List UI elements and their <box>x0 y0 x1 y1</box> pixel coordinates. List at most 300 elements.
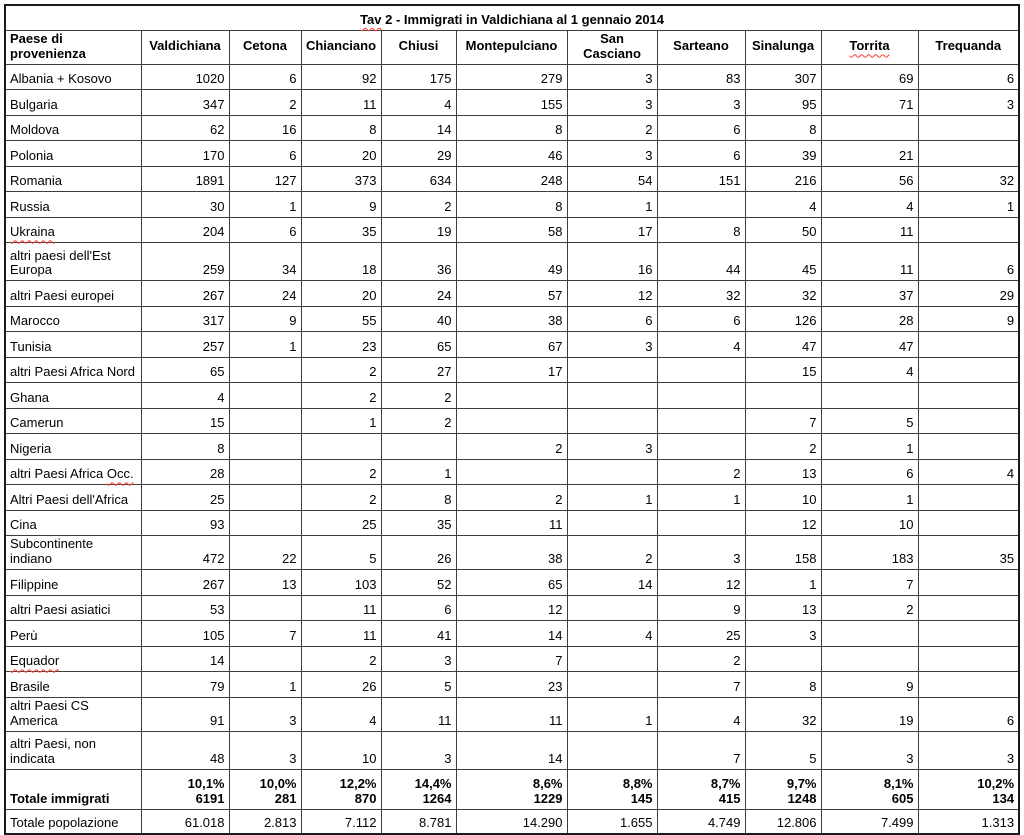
value-cell: 1 <box>229 332 301 358</box>
value-cell: 3 <box>229 731 301 769</box>
value-cell <box>456 459 567 485</box>
value-cell: 4 <box>381 90 456 116</box>
totale-value: 1248 <box>787 790 817 806</box>
country-label: Bulgaria <box>10 96 58 112</box>
value-cell <box>918 408 1019 434</box>
value-cell: 29 <box>918 281 1019 307</box>
table-row <box>5 408 1019 434</box>
value-cell: 634 <box>381 166 456 192</box>
value-cell: 11 <box>301 595 381 621</box>
value-cell: 12 <box>657 570 745 596</box>
value-cell: 71 <box>821 90 918 116</box>
value-cell: 20 <box>301 281 381 307</box>
value-cell: 7 <box>821 570 918 596</box>
country-cell <box>5 595 141 621</box>
country-cell <box>5 621 141 647</box>
value-cell: 25 <box>141 485 229 511</box>
value-cell <box>745 646 821 672</box>
value-cell: 267 <box>141 281 229 307</box>
value-cell: 4 <box>657 697 745 731</box>
country-label-marked: Ukraina <box>10 224 55 240</box>
value-cell: 259 <box>141 243 229 281</box>
value-cell: 8 <box>456 115 567 141</box>
value-cell: 45 <box>745 243 821 281</box>
value-cell: 15 <box>745 357 821 383</box>
value-cell: 6 <box>657 306 745 332</box>
value-cell <box>918 332 1019 358</box>
country-cell <box>5 697 141 731</box>
value-cell <box>567 357 657 383</box>
value-cell: 5 <box>301 536 381 570</box>
value-cell: 95 <box>745 90 821 116</box>
value-cell: 14 <box>141 646 229 672</box>
value-cell: 92 <box>301 64 381 90</box>
value-cell: 6 <box>381 595 456 621</box>
value-cell: 6 <box>918 697 1019 731</box>
value-cell: 5 <box>381 672 456 698</box>
value-cell: 216 <box>745 166 821 192</box>
value-cell: 25 <box>301 510 381 536</box>
country-cell <box>5 570 141 596</box>
totale-value: 281 <box>274 790 297 806</box>
value-cell: 65 <box>456 570 567 596</box>
totale-immigrati-cell <box>381 769 456 809</box>
value-cell <box>918 510 1019 536</box>
value-cell: 1 <box>567 485 657 511</box>
value-cell <box>918 595 1019 621</box>
totale-percent: 10,2% <box>977 775 1015 791</box>
country-label: Cina <box>10 517 37 533</box>
country-cell <box>5 536 141 570</box>
value-cell: 14 <box>381 115 456 141</box>
value-cell: 6 <box>567 306 657 332</box>
country-cell <box>5 485 141 511</box>
value-cell: 7 <box>456 646 567 672</box>
value-cell <box>918 217 1019 243</box>
totale-popolazione-cell: 7.499 <box>821 809 918 834</box>
country-label: altri Paesi Africa Nord <box>10 364 135 380</box>
value-cell <box>745 383 821 409</box>
totale-popolazione-cell: 1.313 <box>918 809 1019 834</box>
country-label: Russia <box>10 198 50 214</box>
value-cell <box>456 408 567 434</box>
value-cell: 4 <box>918 459 1019 485</box>
country-label: altri paesi dell'Est Europa <box>10 247 111 278</box>
value-cell <box>918 383 1019 409</box>
table-row <box>5 115 1019 141</box>
totale-percent: 12,2% <box>339 775 377 791</box>
table-row <box>5 570 1019 596</box>
value-cell: 8 <box>745 115 821 141</box>
value-cell: 9 <box>229 306 301 332</box>
totale-popolazione-row <box>5 809 1019 834</box>
value-cell: 1 <box>301 408 381 434</box>
title-word-tav: Tav <box>360 12 382 28</box>
value-cell: 8 <box>141 434 229 460</box>
totale-immigrati-cell <box>821 769 918 809</box>
value-cell: 1 <box>567 192 657 218</box>
table-row <box>5 697 1019 731</box>
totale-popolazione-cell: 14.290 <box>456 809 567 834</box>
country-label: Ghana <box>10 389 50 405</box>
table-row <box>5 332 1019 358</box>
value-cell: 41 <box>381 621 456 647</box>
value-cell: 11 <box>456 697 567 731</box>
value-cell: 2 <box>567 536 657 570</box>
value-cell <box>229 434 301 460</box>
country-label: Moldova <box>10 122 60 138</box>
value-cell: 6 <box>657 115 745 141</box>
value-cell <box>567 459 657 485</box>
totale-value: 145 <box>630 790 653 806</box>
value-cell: 11 <box>381 697 456 731</box>
country-cell <box>5 166 141 192</box>
value-cell <box>567 672 657 698</box>
totale-immigrati-cell <box>229 769 301 809</box>
totale-popolazione-cell: 1.655 <box>567 809 657 834</box>
value-cell: 267 <box>141 570 229 596</box>
totale-value: 1229 <box>533 790 563 806</box>
value-cell: 1 <box>567 697 657 731</box>
value-cell <box>567 408 657 434</box>
value-cell: 4 <box>657 332 745 358</box>
value-cell: 26 <box>301 672 381 698</box>
value-cell: 50 <box>745 217 821 243</box>
value-cell: 14 <box>456 621 567 647</box>
value-cell: 7 <box>745 408 821 434</box>
value-cell: 91 <box>141 697 229 731</box>
value-cell <box>821 383 918 409</box>
value-cell: 6 <box>821 459 918 485</box>
value-cell: 2 <box>381 408 456 434</box>
title-row <box>5 5 1019 31</box>
value-cell: 6 <box>657 141 745 167</box>
value-cell: 2 <box>301 383 381 409</box>
table-row <box>5 536 1019 570</box>
value-cell: 2 <box>301 459 381 485</box>
value-cell <box>821 621 918 647</box>
value-cell: 16 <box>567 243 657 281</box>
value-cell <box>918 357 1019 383</box>
value-cell: 3 <box>567 64 657 90</box>
country-cell <box>5 646 141 672</box>
value-cell: 10 <box>745 485 821 511</box>
value-cell: 25 <box>657 621 745 647</box>
country-label: Nigeria <box>10 440 52 456</box>
value-cell: 11 <box>821 217 918 243</box>
value-cell: 13 <box>745 595 821 621</box>
table-row <box>5 357 1019 383</box>
table-row <box>5 459 1019 485</box>
value-cell: 3 <box>821 731 918 769</box>
table-row <box>5 672 1019 698</box>
country-cell <box>5 64 141 90</box>
country-label: altri Paesi asiatici <box>10 602 111 618</box>
value-cell: 26 <box>381 536 456 570</box>
totale-popolazione-label: Totale popolazione <box>5 809 141 834</box>
country-label: altri Paesi europei <box>10 287 115 303</box>
value-cell: 28 <box>141 459 229 485</box>
value-cell: 1 <box>821 434 918 460</box>
column-header-label: Torrita <box>849 38 890 54</box>
value-cell: 279 <box>456 64 567 90</box>
value-cell: 35 <box>918 536 1019 570</box>
value-cell <box>229 595 301 621</box>
totale-popolazione-cell: 4.749 <box>657 809 745 834</box>
totale-percent: 10,0% <box>259 775 297 791</box>
value-cell: 4 <box>821 192 918 218</box>
country-cell <box>5 281 141 307</box>
value-cell <box>821 115 918 141</box>
country-label-marked: Equador <box>10 653 60 669</box>
totale-popolazione-cell: 7.112 <box>301 809 381 834</box>
country-cell <box>5 306 141 332</box>
totale-immigrati-cell <box>567 769 657 809</box>
value-cell: 32 <box>745 697 821 731</box>
page-title <box>5 5 1019 31</box>
totale-popolazione-cell: 8.781 <box>381 809 456 834</box>
value-cell: 7 <box>229 621 301 647</box>
country-label: Marocco <box>10 313 60 329</box>
value-cell <box>657 357 745 383</box>
country-cell <box>5 243 141 281</box>
value-cell: 248 <box>456 166 567 192</box>
value-cell: 10 <box>821 510 918 536</box>
value-cell <box>918 621 1019 647</box>
value-cell: 3 <box>381 731 456 769</box>
value-cell: 14 <box>567 570 657 596</box>
country-label-marked: Occ. <box>106 466 134 482</box>
table-row <box>5 646 1019 672</box>
value-cell <box>229 459 301 485</box>
country-cell <box>5 90 141 116</box>
value-cell: 69 <box>821 64 918 90</box>
totale-popolazione-cell: 12.806 <box>745 809 821 834</box>
table-row <box>5 621 1019 647</box>
value-cell: 317 <box>141 306 229 332</box>
value-cell: 4 <box>301 697 381 731</box>
value-cell <box>657 408 745 434</box>
value-cell: 105 <box>141 621 229 647</box>
value-cell: 4 <box>821 357 918 383</box>
value-cell: 2 <box>301 485 381 511</box>
value-cell: 27 <box>381 357 456 383</box>
value-cell: 3 <box>918 90 1019 116</box>
value-cell: 4 <box>745 192 821 218</box>
value-cell: 1891 <box>141 166 229 192</box>
value-cell: 11 <box>821 243 918 281</box>
value-cell: 44 <box>657 243 745 281</box>
value-cell <box>229 485 301 511</box>
table-row <box>5 166 1019 192</box>
value-cell: 8 <box>301 115 381 141</box>
totale-percent: 8,6% <box>532 775 563 791</box>
country-label: Tunisia <box>10 338 52 354</box>
value-cell: 3 <box>567 141 657 167</box>
value-cell: 1 <box>381 459 456 485</box>
country-cell <box>5 459 141 485</box>
value-cell <box>567 383 657 409</box>
value-cell <box>657 510 745 536</box>
value-cell: 37 <box>821 281 918 307</box>
value-cell: 46 <box>456 141 567 167</box>
value-cell <box>821 646 918 672</box>
column-header: Trequanda <box>918 31 1019 65</box>
value-cell: 24 <box>229 281 301 307</box>
table-row <box>5 281 1019 307</box>
country-label: Altri Paesi dell'Africa <box>10 491 129 507</box>
value-cell: 3 <box>657 90 745 116</box>
totale-immigrati-cell <box>657 769 745 809</box>
value-cell: 9 <box>301 192 381 218</box>
value-cell: 183 <box>821 536 918 570</box>
value-cell: 36 <box>381 243 456 281</box>
value-cell: 2 <box>567 115 657 141</box>
country-label: Filippine <box>10 576 59 592</box>
value-cell: 3 <box>229 697 301 731</box>
value-cell: 32 <box>657 281 745 307</box>
table-row <box>5 306 1019 332</box>
value-cell: 4 <box>567 621 657 647</box>
country-cell <box>5 672 141 698</box>
value-cell: 11 <box>456 510 567 536</box>
value-cell <box>229 357 301 383</box>
value-cell: 34 <box>229 243 301 281</box>
value-cell: 9 <box>657 595 745 621</box>
value-cell: 16 <box>229 115 301 141</box>
column-header: Chiusi <box>381 31 456 65</box>
value-cell: 58 <box>456 217 567 243</box>
country-label: altri Paesi CS America <box>10 697 89 728</box>
value-cell: 19 <box>381 217 456 243</box>
value-cell: 472 <box>141 536 229 570</box>
totale-percent: 14,4% <box>414 775 452 791</box>
country-label: Romania <box>10 173 63 189</box>
totale-value: 605 <box>891 790 914 806</box>
table-row <box>5 64 1019 90</box>
value-cell: 35 <box>301 217 381 243</box>
value-cell: 6 <box>229 141 301 167</box>
value-cell: 8 <box>456 192 567 218</box>
value-cell <box>567 646 657 672</box>
totale-value: 415 <box>718 790 741 806</box>
value-cell: 307 <box>745 64 821 90</box>
country-cell <box>5 383 141 409</box>
value-cell: 1 <box>821 485 918 511</box>
value-cell: 3 <box>567 434 657 460</box>
totale-percent: 9,7% <box>786 775 817 791</box>
table-row <box>5 510 1019 536</box>
table-row <box>5 595 1019 621</box>
value-cell: 2 <box>301 357 381 383</box>
totale-value: 870 <box>354 790 377 806</box>
value-cell: 2 <box>456 485 567 511</box>
value-cell: 1020 <box>141 64 229 90</box>
value-cell <box>657 192 745 218</box>
totale-percent: 8,7% <box>710 775 741 791</box>
value-cell <box>918 434 1019 460</box>
value-cell: 2 <box>229 90 301 116</box>
totale-percent: 8,1% <box>883 775 914 791</box>
country-cell <box>5 357 141 383</box>
value-cell: 2 <box>657 459 745 485</box>
value-cell: 2 <box>456 434 567 460</box>
value-cell: 17 <box>456 357 567 383</box>
value-cell: 14 <box>456 731 567 769</box>
value-cell <box>567 731 657 769</box>
value-cell: 39 <box>745 141 821 167</box>
value-cell: 3 <box>567 332 657 358</box>
value-cell <box>229 510 301 536</box>
table-row <box>5 217 1019 243</box>
value-cell: 38 <box>456 536 567 570</box>
value-cell: 62 <box>141 115 229 141</box>
totale-percent: 10,1% <box>187 775 225 791</box>
country-label: Albania + Kosovo <box>10 71 112 87</box>
country-label: Subcontinente indiano <box>10 536 94 567</box>
column-header: Sarteano <box>657 31 745 65</box>
column-header: Valdichiana <box>141 31 229 65</box>
table-row <box>5 90 1019 116</box>
value-cell: 6 <box>229 64 301 90</box>
country-cell <box>5 141 141 167</box>
value-cell: 32 <box>918 166 1019 192</box>
value-cell: 13 <box>229 570 301 596</box>
value-cell: 6 <box>918 243 1019 281</box>
totale-popolazione-cell: 61.018 <box>141 809 229 834</box>
value-cell: 8 <box>745 672 821 698</box>
totale-immigrati-cell <box>918 769 1019 809</box>
totale-immigrati-cell <box>301 769 381 809</box>
value-cell: 11 <box>301 621 381 647</box>
value-cell: 65 <box>141 357 229 383</box>
country-cell <box>5 115 141 141</box>
totale-popolazione-cell: 2.813 <box>229 809 301 834</box>
value-cell <box>918 672 1019 698</box>
value-cell: 57 <box>456 281 567 307</box>
value-cell: 103 <box>301 570 381 596</box>
value-cell <box>918 485 1019 511</box>
country-label: altri Paesi Africa <box>10 466 107 482</box>
value-cell: 67 <box>456 332 567 358</box>
value-cell: 18 <box>301 243 381 281</box>
country-label: altri Paesi, non indicata <box>10 735 96 766</box>
totale-immigrati-cell <box>456 769 567 809</box>
country-cell <box>5 434 141 460</box>
column-header-row <box>5 31 1019 65</box>
value-cell <box>456 383 567 409</box>
value-cell: 6 <box>918 64 1019 90</box>
immigrati-table <box>4 4 1020 835</box>
value-cell: 5 <box>745 731 821 769</box>
value-cell: 49 <box>456 243 567 281</box>
value-cell: 170 <box>141 141 229 167</box>
table-row <box>5 243 1019 281</box>
column-header: Sinalunga <box>745 31 821 65</box>
value-cell <box>567 510 657 536</box>
value-cell: 9 <box>918 306 1019 332</box>
value-cell: 47 <box>745 332 821 358</box>
value-cell: 56 <box>821 166 918 192</box>
country-label: Brasile <box>10 678 50 694</box>
totale-immigrati-cell <box>141 769 229 809</box>
value-cell <box>918 141 1019 167</box>
value-cell: 93 <box>141 510 229 536</box>
value-cell <box>381 434 456 460</box>
value-cell: 1 <box>745 570 821 596</box>
value-cell: 30 <box>141 192 229 218</box>
value-cell: 24 <box>381 281 456 307</box>
